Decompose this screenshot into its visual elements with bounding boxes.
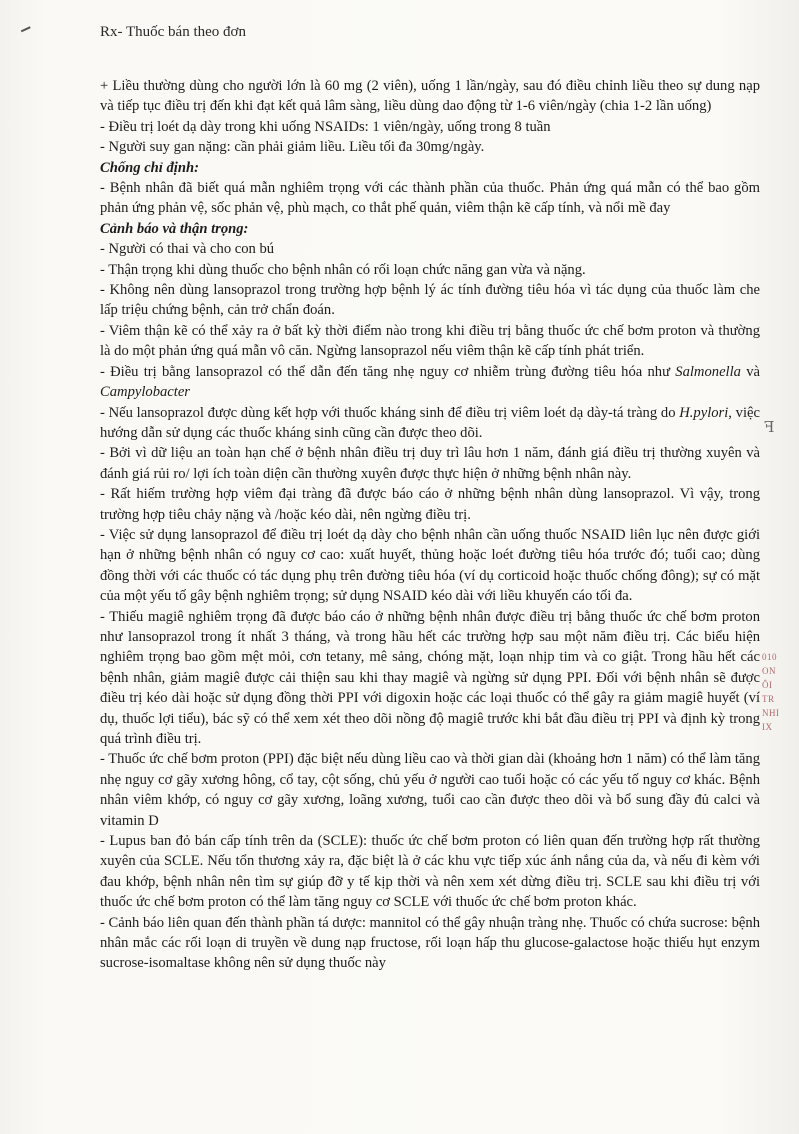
- paragraph: - Viêm thận kẽ có thể xảy ra ở bất kỳ thời điểm nào trong khi điều trị bằng thuốc ức chế bơm proton và thường là do một phản ứng quá mẫn vô căn. Ngừng lansoprazol nếu viêm thận kẽ cấp tính phát triển.: [100, 322, 760, 360]
- edge-mark: NHI: [762, 708, 780, 718]
- paragraph: - Lupus ban đỏ bán cấp tính trên da (SCLE): thuốc ức chế bơm proton có liên quan đến trường hợp rất thường xuyên của SCLE. Nếu tổn thương xảy ra, đặc biệt là ở các khu vực tiếp xúc ánh nắng của da, và nếu đi kèm với đau khớp, bệnh nhân nên tìm sự giúp đỡ y tế kịp thời và nên xem xét dừng điều trị. SCLE sau khi điều trị với thuốc ức chế bơm proton có thể làm tăng nguy cơ SCLE với thuốc ức chế bơm proton khác.: [100, 833, 760, 911]
- paragraph: - Bởi vì dữ liệu an toàn hạn chế ở bệnh nhân điều trị duy trì lâu hơn 1 năm, đánh giá điều trị thường xuyên và đánh giá rủi ro/ lợi ích toàn diện cần thường xuyên được thực hiện ở những bệnh nhân này.: [100, 445, 760, 482]
- paragraph: - Điều trị loét dạ dày trong khi uống NSAIDs: 1 viên/ngày, uống trong 8 tuần: [100, 118, 551, 135]
- section-heading: Chống chỉ định:: [100, 159, 199, 176]
- paragraph: - Bệnh nhân đã biết quá mẫn nghiêm trọng với các thành phần của thuốc. Phản ứng quá mẫn có thể bao gồm phản ứng phản vệ, sốc phản vệ, phù mạch, co thắt phế quản, viêm thận kẽ cấp tính, và nổi mề đay: [100, 180, 760, 217]
- paragraph: - Rất hiếm trường hợp viêm đại tràng đã được báo cáo ở những bệnh nhân dùng lansoprazol. Vì vậy, trong trường hợp tiêu chảy nặng và /hoặc kéo dài, nên ngừng điều trị.: [100, 486, 760, 523]
- scan-mark: [21, 26, 33, 37]
- paragraph: - Người suy gan nặng: cần phải giảm liều. Liều tối đa 30mg/ngày.: [100, 139, 485, 156]
- document-body: [100, 76, 760, 974]
- edge-mark: TR: [762, 694, 775, 704]
- paragraph: - Cảnh báo liên quan đến thành phần tá dược: mannitol có thể gây nhuận tràng nhẹ. Thuốc có chứa sucrose: bệnh nhân mắc các rối loạn di truyền về dung nạp fructose, rối loạn hấp thu glucose-galactose hoặc thiếu hụt enzym sucrose-isomaltase không nên sử dụng thuốc này: [100, 914, 760, 972]
- paragraph: - Thuốc ức chế bơm proton (PPI) đặc biệt nếu dùng liều cao và thời gian dài (khoảng hơn 1 năm) có thể làm tăng nhẹ nguy cơ gãy xương hông, cổ tay, cột sống, chủ yếu ở người cao tuổi hoặc có các yếu tố nguy cơ khác. Bệnh nhân viêm khớp, có nguy cơ gãy xương, loãng xương, tuổi cao cần được theo dõi và bổ sung đầy đủ calci và vitamin D: [100, 751, 760, 829]
- paragraph: - Thiếu magiê nghiêm trọng đã được báo cáo ở những bệnh nhân được điều trị bằng thuốc ức chế bơm proton như lansoprazol trong ít nhất 3 tháng, và trong hầu hết các trường hợp sau một năm điều trị. Các biểu hiện nghiêm trọng bao gồm mệt mỏi, cơn tetany, mê sảng, chóng mặt, loạn nhịp tim và co giật. Trong hầu hết các bệnh nhân, giảm magiê được cải thiện sau khi thay magiê và ngừng sử dụng PPI. Đối với bệnh nhân sẽ được điều trị kéo dài hoặc sử dụng đồng thời PPI với digoxin hoặc các loại thuốc có thể gây ra giảm magiê huyết (ví dụ, thuốc lợi tiểu), bác sỹ có thể xem xét theo dõi nồng độ magiê trước khi bắt đầu điều trị PPI và định kỳ trong quá trình điều trị.: [100, 608, 760, 747]
- edge-mark: IX: [762, 722, 773, 732]
- margin-scribble: ꟻ: [764, 420, 775, 436]
- paragraph: - Người có thai và cho con bú: [100, 241, 275, 258]
- edge-mark: ÔI: [762, 680, 773, 690]
- paragraph: - Thận trọng khi dùng thuốc cho bệnh nhân có rối loạn chức năng gan vừa và nặng.: [100, 261, 586, 278]
- paragraph: - Điều trị bằng lansoprazol có thể dẫn đến tăng nhẹ nguy cơ nhiễm trùng đường tiêu hóa như Salmonella và Campylobacter: [100, 363, 760, 401]
- edge-stamp-fragments: [762, 650, 799, 734]
- paragraph: + Liều thường dùng cho người lớn là 60 mg (2 viên), uống 1 lần/ngày, sau đó điều chỉnh liều theo sự dung nạp và tiếp tục điều trị đến khi đạt kết quả lâm sàng, liều dùng dao động từ 1-6 viên/ngày (chia 1-2 lần uống): [100, 78, 760, 115]
- paragraph: - Không nên dùng lansoprazol trong trường hợp bệnh lý ác tính đường tiêu hóa vì tác dụng của thuốc làm che lấp triệu chứng bệnh, cản trở chẩn đoán.: [100, 282, 760, 319]
- edge-mark: 010: [762, 652, 777, 662]
- paragraph: - Việc sử dụng lansoprazol để điều trị loét dạ dày cho bệnh nhân cần uống thuốc NSAID liên lục nên được giới hạn ở những bệnh nhân có nguy cơ cao: xuất huyết, thủng hoặc loét đường tiêu hóa trước đó; tuổi cao; dùng đồng thời với các thuốc có tác dụng phụ trên đường tiêu hóa (ví dụ corticoid hoặc thuốc chống đông); sự có mặt của một yếu tố gây bệnh nghiêm trọng; sử dụng NSAID kéo dài với liều khuyến cáo tối đa.: [100, 526, 760, 605]
- section-heading: Cảnh báo và thận trọng:: [100, 220, 249, 237]
- page-header: Rx- Thuốc bán theo đơn: [100, 24, 246, 40]
- edge-mark: ON: [762, 666, 776, 676]
- paragraph: - Nếu lansoprazol được dùng kết hợp với thuốc kháng sinh để điều trị viêm loét dạ dày-tá tràng do H.pylori, việc hướng dẫn sử dụng các thuốc kháng sinh cũng cần được theo dõi.: [100, 404, 760, 441]
